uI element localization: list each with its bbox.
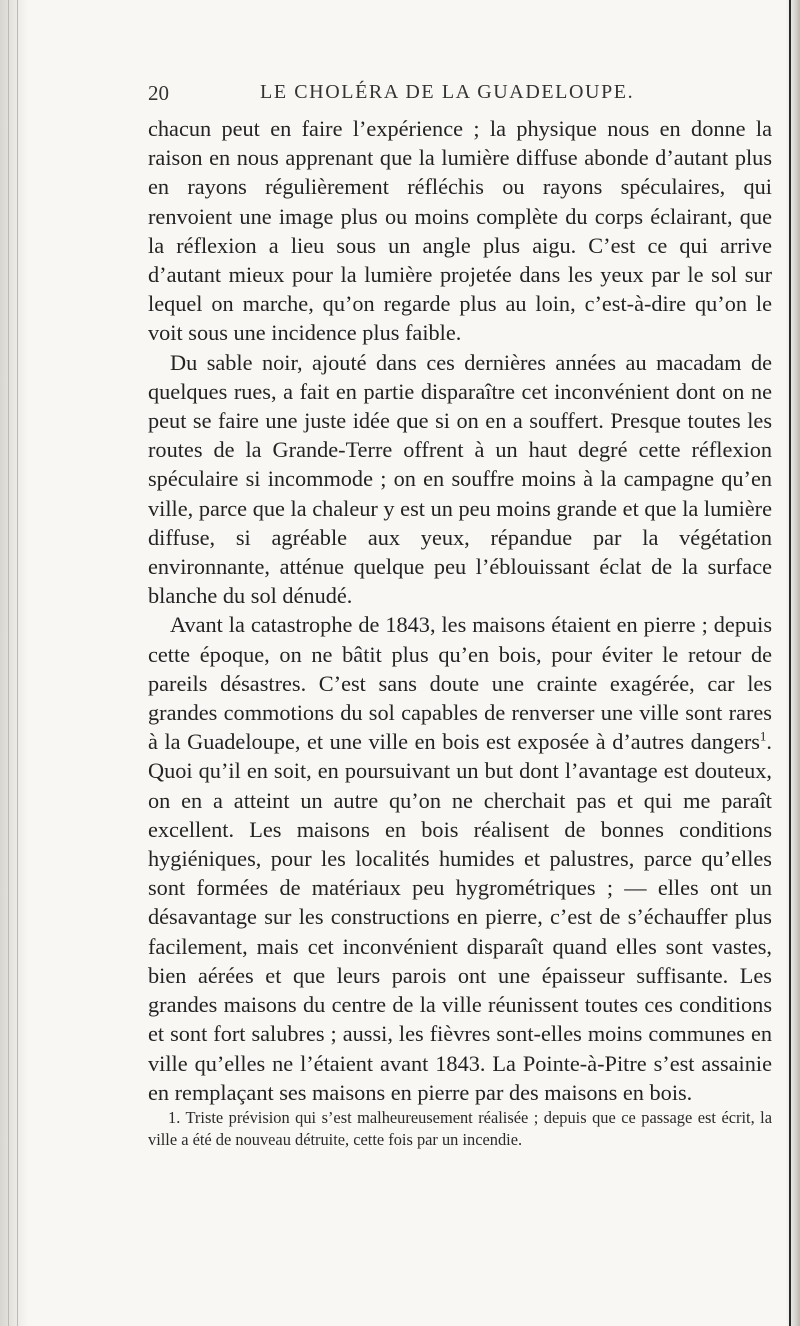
page-edge-line [789,0,791,1326]
body-text [148,114,772,1107]
paragraph [148,610,772,1106]
running-head [148,81,788,111]
gutter-line [8,0,9,1326]
footnote-text: 1. Triste prévision qui s’est malheureusement réalisée ; depuis que ce passage est écrit, la ville a été de nouveau détruite, cette fois par un incendie. [148,1108,772,1149]
paragraph: Du sable noir, ajouté dans ces dernières années au macadam de quelques rues, a fait en partie disparaître cet inconvénient dont on ne peut se faire une juste idée que si on en a souffert. Presque toutes les routes de la Grande-Terre offrent à un haut degré cette réflexion spéculaire si incommode ; on en souffre moins à la campagne qu’en ville, parce que la chaleur y est un peu moins grande et que la lumière diffuse, si agréable aux yeux, répandue par la végétation environnante, atténue quelque peu l’éblouissant éclat de la surface blanche du sol dénudé. [148,349,772,609]
running-title: LE CHOLÉRA DE LA GUADELOUPE. [260,81,635,103]
paragraph: chacun peut en faire l’expérience ; la physique nous en donne la raison en nous apprenant que la lumière diffuse abonde d’autant plus en rayons régulièrement réfléchis ou rayons spéculaires, qui renvoient une image plus ou moins complète du corps éclairant, que la réflexion a lieu sous un angle plus aigu. C’est ce qui arrive d’autant mieux pour la lumière projetée dans les yeux par le sol sur lequel on marche, qu’on regarde plus au loin, c’est-à-dire qu’on le voit sous une incidence plus faible. [148,116,772,346]
paragraph-text: Avant la catastrophe de 1843, les maisons étaient en pierre ; depuis cette époque, on ne bâtit plus qu’en bois, pour éviter le retour de pareils désastres. C’est sans doute une crainte exagérée, car les grandes commotions du sol capables de renverser une ville sont rares à la Guadeloupe, et une ville en bois est exposée à d’autres dangers [148,612,772,755]
binding-gutter [0,0,28,1326]
page-number: 20 [148,81,169,105]
footnote-reference: 1 [759,728,767,744]
gutter-line [17,0,18,1326]
paragraph-text: . Quoi qu’il en soit, en poursuivant un but dont l’avantage est douteux, on en a atteint un autre qu’on ne cherchait pas et qui me paraît excellent. Les maisons en bois réalisent de bonnes conditions hygiéniques, pour les localités humides et palustres, parce qu’elles sont formées de matériaux peu hygrométriques ; — elles ont un désavantage sur les constructions en pierre, c’est de s’échauffer plus facilement, mais cet inconvénient disparaît quand elles sont vastes, bien aérées et que leurs parois ont une épaisseur suffisante. Les grandes maisons du centre de la ville réunissent toutes ces conditions et sont fort salubres ; aussi, les fièvres sont-elles moins communes en ville qu’elles ne l’étaient avant 1843. La Pointe-à-Pitre s’est assainie en remplaçant ses maisons en pierre par des maisons en bois. [148,729,772,1105]
footnote [148,1107,772,1150]
